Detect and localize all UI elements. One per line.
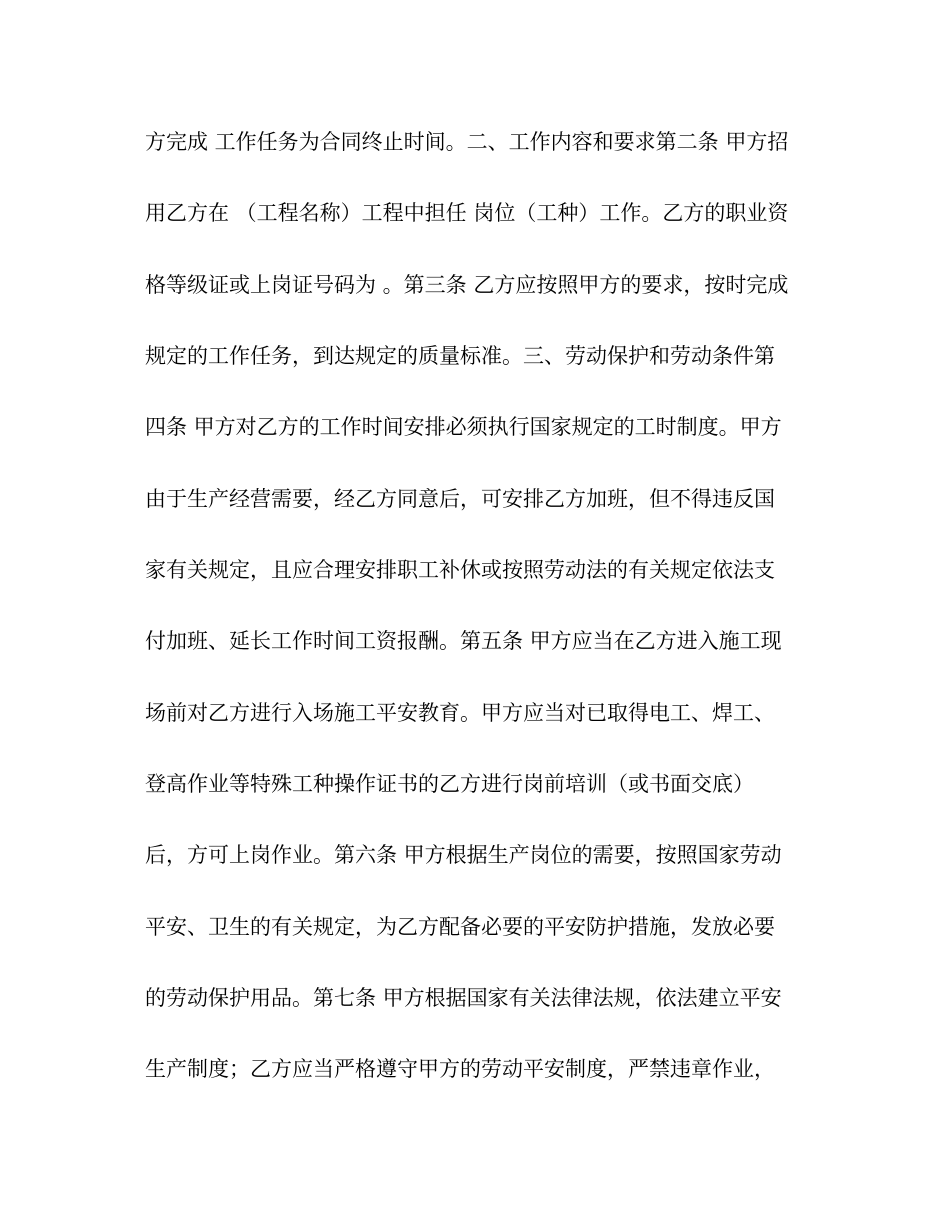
text-line: 由于生产经营需要，经乙方同意后，可安排乙方加班，但不得违反国: [145, 487, 775, 511]
text-line: 登高作业等特殊工种操作证书的乙方进行岗前培训（或书面交底）: [145, 772, 754, 796]
text-line: 后，方可上岗作业。第六条 甲方根据生产岗位的需要，按照国家劳动: [145, 843, 782, 867]
text-line: 场前对乙方进行入场施工平安教育。甲方应当对已取得电工、焊工、: [145, 701, 775, 725]
text-line: 格等级证或上岗证号码为 。第三条 乙方应按照甲方的要求，按时完成: [145, 273, 789, 297]
text-line: 平安、卫生的有关规定，为乙方配备必要的平安防护措施，发放必要: [145, 915, 775, 939]
text-line: 规定的工作任务，到达规定的质量标准。三、劳动保护和劳动条件第: [145, 344, 775, 368]
text-line: 用乙方在 （工程名称）工程中担任 岗位（工种）工作。乙方的职业资: [145, 201, 789, 225]
text-line: 生产制度；乙方应当严格遵守甲方的劳动平安制度，严禁违章作业，: [145, 1057, 775, 1081]
text-line: 家有关规定，且应合理安排职工补休或按照劳动法的有关规定依法支: [145, 558, 775, 582]
text-line: 的劳动保护用品。第七条 甲方根据国家有关法律法规，依法建立平安: [145, 986, 782, 1010]
text-line: 付加班、延长工作时间工资报酬。第五条 甲方应当在乙方进入施工现: [145, 629, 782, 653]
text-line: 方完成 工作任务为合同终止时间。二、工作内容和要求第二条 甲方招: [145, 130, 789, 154]
text-line: 四条 甲方对乙方的工作时间安排必须执行国家规定的工时制度。甲方: [145, 415, 782, 439]
